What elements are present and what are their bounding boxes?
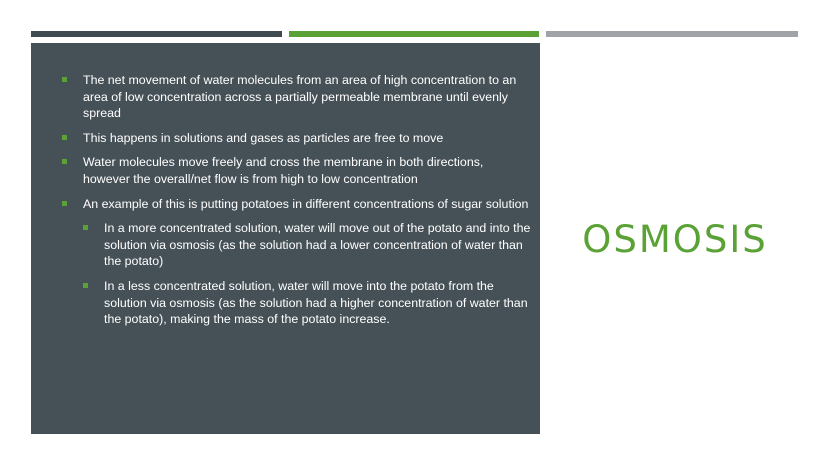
- bullet-list: [62, 72, 532, 336]
- bullet-text: The net movement of water molecules from an area of high concentration to an area of low concentration across a partially permeable membrane until evenly spread: [83, 73, 517, 121]
- bullet-item: [62, 154, 532, 187]
- bullet-text: This happens in solutions and gases as particles are free to move: [83, 130, 444, 145]
- bullet-marker-icon: [62, 201, 67, 206]
- sub-bullet-marker-icon: [83, 225, 88, 230]
- sub-bullet-item: [83, 220, 532, 270]
- bullet-item: [62, 72, 532, 122]
- sub-bullet-text: In a more concentrated solution, water will move out of the potato and into the solution via osmosis (as the solution had a lower concentration of water than the potato): [104, 221, 531, 269]
- sub-bullet-item: [83, 278, 532, 328]
- slide-title: OSMOSIS: [582, 218, 768, 261]
- bullet-text: Water molecules move freely and cross the membrane in both directions, however the overall/net flow is from high to low concentration: [83, 155, 484, 186]
- bullet-item: [62, 196, 532, 328]
- top-bar-green: [289, 31, 539, 37]
- top-bar-dark: [31, 31, 282, 37]
- content-panel: [31, 43, 540, 434]
- top-bar-gray: [546, 31, 798, 37]
- sub-bullet-marker-icon: [83, 283, 88, 288]
- bullet-item: [62, 130, 532, 147]
- bullet-text: An example of this is putting potatoes in different concentrations of sugar solution: [83, 196, 529, 211]
- bullet-marker-icon: [62, 159, 67, 164]
- bullet-marker-icon: [62, 77, 67, 82]
- sub-bullet-list: [83, 220, 532, 328]
- sub-bullet-text: In a less concentrated solution, water will move into the potato from the solution via osmosis (as the solution had a higher concentration of water than the potato), making the mass of the potato increase.: [104, 278, 528, 327]
- bullet-marker-icon: [62, 135, 67, 140]
